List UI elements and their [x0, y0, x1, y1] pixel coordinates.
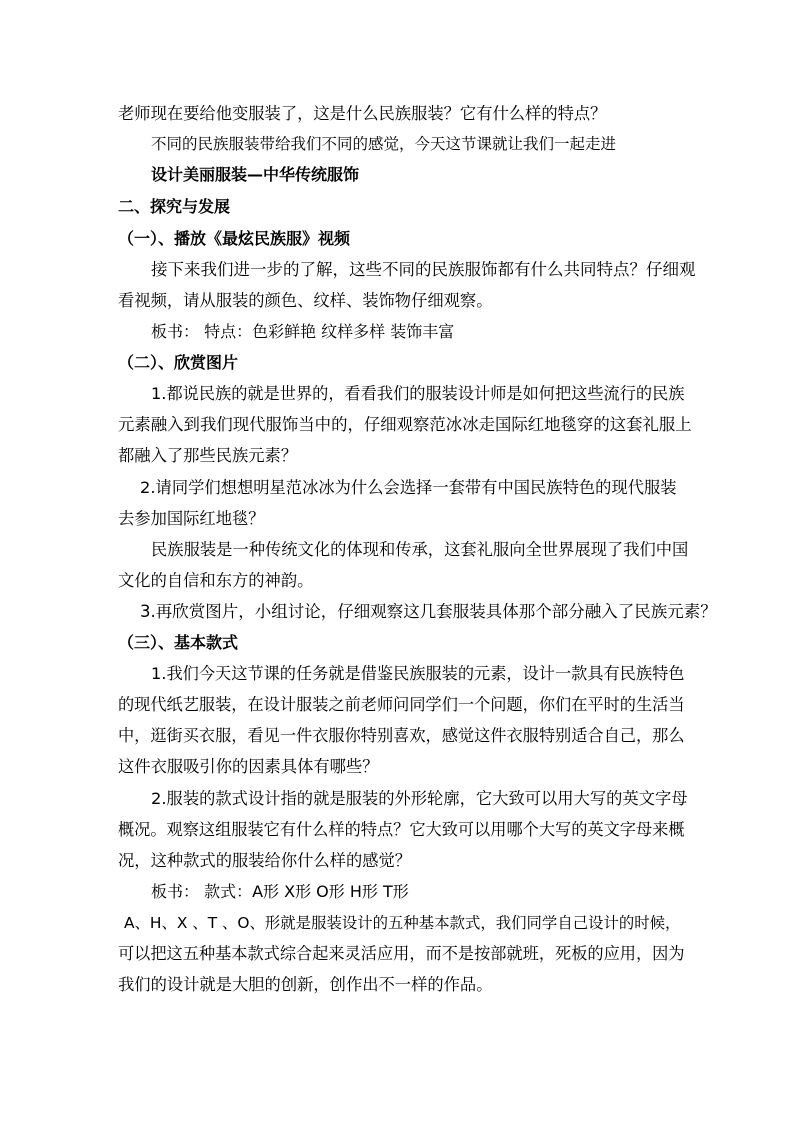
lesson-title: 设计美丽服装—中华传统服饰: [151, 165, 360, 184]
subsection-heading: （三）、基本款式: [118, 633, 239, 652]
board-notes-features: 板书： 特点：色彩鲜艳 纹样多样 装饰丰富: [151, 322, 455, 341]
paragraph-line: 中，逛街买衣服，看见一件衣服你特别喜欢，感觉这件衣服特别适合自己，那么: [118, 726, 685, 745]
paragraph-line: 元素融入到我们现代服饰当中的，仔细观察范冰冰走国际红地毯穿的这套礼服上: [118, 415, 692, 434]
paragraph-line: 这件衣服吸引你的因素具体有哪些？: [118, 757, 379, 776]
paragraph-line: A、H、X 、T 、O、形就是服装设计的五种基本款式，我们同学自己设计的时候，: [124, 914, 681, 932]
paragraph-line: 不同的民族服装带给我们不同的感觉，今天这节课就让我们一起走进: [151, 135, 617, 153]
board-notes-styles: 板书： 款式：A形 X形 O形 H形 T形: [151, 882, 409, 901]
paragraph-line: 文化的自信和东方的神韵。: [118, 571, 314, 590]
paragraph-line: 接下来我们进一步的了解，这些不同的民族服饰都有什么共同特点？仔细观: [151, 260, 696, 279]
paragraph-line: 概况。观察这组服装它有什么样的特点？它大致可以用哪个大写的英文字母来概: [118, 820, 685, 839]
paragraph-line: 况，这种款式的服装给你什么样的感觉？: [118, 851, 412, 870]
paragraph-line: 3.再欣赏图片，小组讨论，仔细观察这几套服装具体那个部分融入了民族元素？: [140, 602, 717, 621]
paragraph-line: 2.服装的款式设计指的就是服装的外形轮廓，它大致可以用大写的英文字母: [151, 789, 688, 808]
paragraph-line: 都融入了那些民族元素？: [118, 446, 298, 465]
paragraph-line: 看视频，请从服装的颜色、纹样、装饰物仔细观察。: [118, 291, 493, 310]
subsection-heading: （一）、播放《最炫民族服》视频: [118, 229, 351, 248]
paragraph-line: 去参加国际红地毯？: [118, 509, 265, 528]
paragraph-line: 2.请同学们想想明星范冰冰为什么会选择一套带有中国民族特色的现代服装: [140, 478, 677, 497]
paragraph-line: 民族服装是一种传统文化的体现和传承，这套礼服向全世界展现了我们中国: [151, 540, 689, 559]
paragraph-line: 可以把这五种基本款式综合起来灵活应用，而不是按部就班，死板的应用，因为: [118, 944, 685, 963]
paragraph-line: 1.我们今天这节课的任务就是借鉴民族服装的元素，设计一款具有民族特色: [151, 664, 685, 683]
subsection-heading: （二）、欣赏图片: [118, 353, 239, 372]
paragraph-line: 的现代纸艺服装，在设计服装之前老师问同学们一个问题，你们在平时的生活当: [118, 695, 685, 714]
paragraph-line: 1.都说民族的就是世界的，看看我们的服装设计师是如何把这些流行的民族: [151, 384, 685, 403]
section-heading: 二、探究与发展: [118, 197, 231, 216]
paragraph-line: 老师现在要给他变服装了，这是什么民族服装？它有什么样的特点？: [118, 104, 607, 123]
paragraph-line: 我们的设计就是大胆的创新，创作出不一样的作品。: [118, 975, 493, 994]
